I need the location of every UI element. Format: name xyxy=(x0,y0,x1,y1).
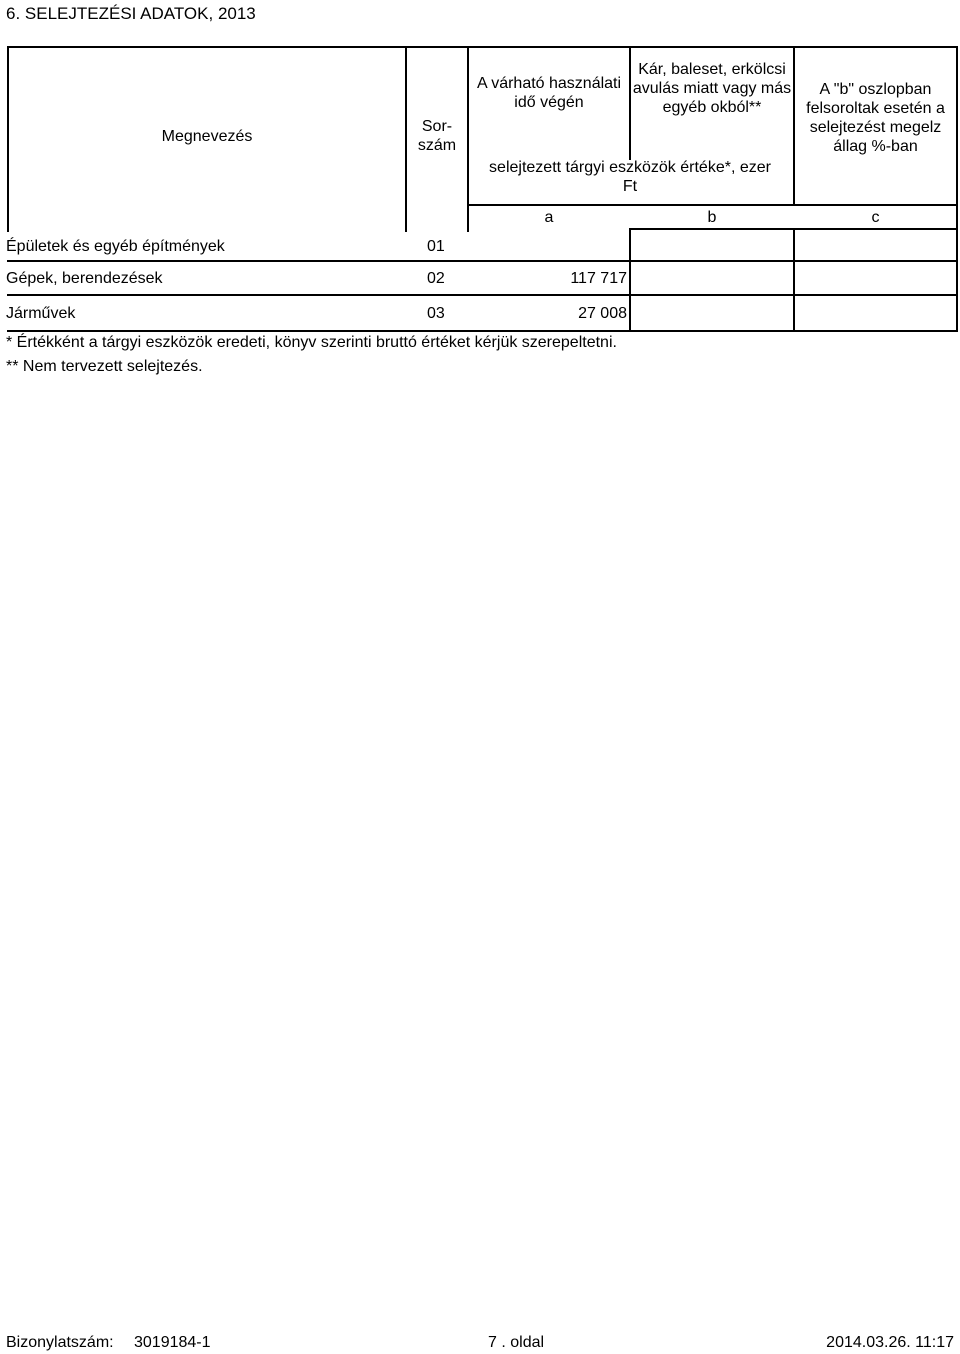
footer-timestamp: 2014.03.26. 11:17 xyxy=(826,1334,954,1351)
header-name: Megnevezés xyxy=(161,127,253,145)
header-letter-b: b xyxy=(707,208,717,226)
row-value-c xyxy=(795,262,954,294)
row-name: Járművek xyxy=(6,304,76,322)
row-value-b xyxy=(631,262,791,294)
row-value-a: 117 717 xyxy=(570,269,627,287)
header-col-a: A várható használati idő végén xyxy=(476,75,622,111)
row-value-b xyxy=(631,296,791,330)
header-col-c: A "b" oszlopban felsoroltak esetén a selejtezést megelz állag %-ban xyxy=(806,81,945,155)
row-value-c xyxy=(795,296,954,330)
header-letter-a: a xyxy=(544,208,554,226)
row-number: 02 xyxy=(427,269,445,287)
header-col-b: Kár, baleset, erkölcsi avulás miatt vagy más egyéb okból** xyxy=(632,61,792,116)
page-title: 6. SELEJTEZÉSI ADATOK, 2013 xyxy=(6,4,256,23)
footer-doc-number: 3019184-1 xyxy=(134,1334,211,1351)
row-number: 03 xyxy=(427,304,445,322)
row-value-a xyxy=(469,232,627,260)
footer-page: 7 . oldal xyxy=(488,1334,545,1351)
row-value-c xyxy=(795,232,954,260)
row-value-a: 27 008 xyxy=(578,304,627,322)
footnote-unplanned: ** Nem tervezett selejtezés. xyxy=(6,358,203,375)
footer-doc-label: Bizonylatszám: xyxy=(6,1334,114,1351)
header-letter-c: c xyxy=(871,208,880,226)
row-value-b xyxy=(631,232,791,260)
header-col-ab: selejtezett tárgyi eszközök értéke*, ezer Ft xyxy=(489,159,771,195)
header-rownum: Sor- szám xyxy=(417,118,457,154)
row-name: Gépek, berendezések xyxy=(6,269,163,287)
footnote-value: * Értékként a tárgyi eszközök eredeti, könyv szerinti bruttó értéket kérjük szerepeltetni. xyxy=(6,334,617,351)
row-name: Épületek és egyéb építmények xyxy=(6,237,225,255)
row-number: 01 xyxy=(427,237,445,255)
